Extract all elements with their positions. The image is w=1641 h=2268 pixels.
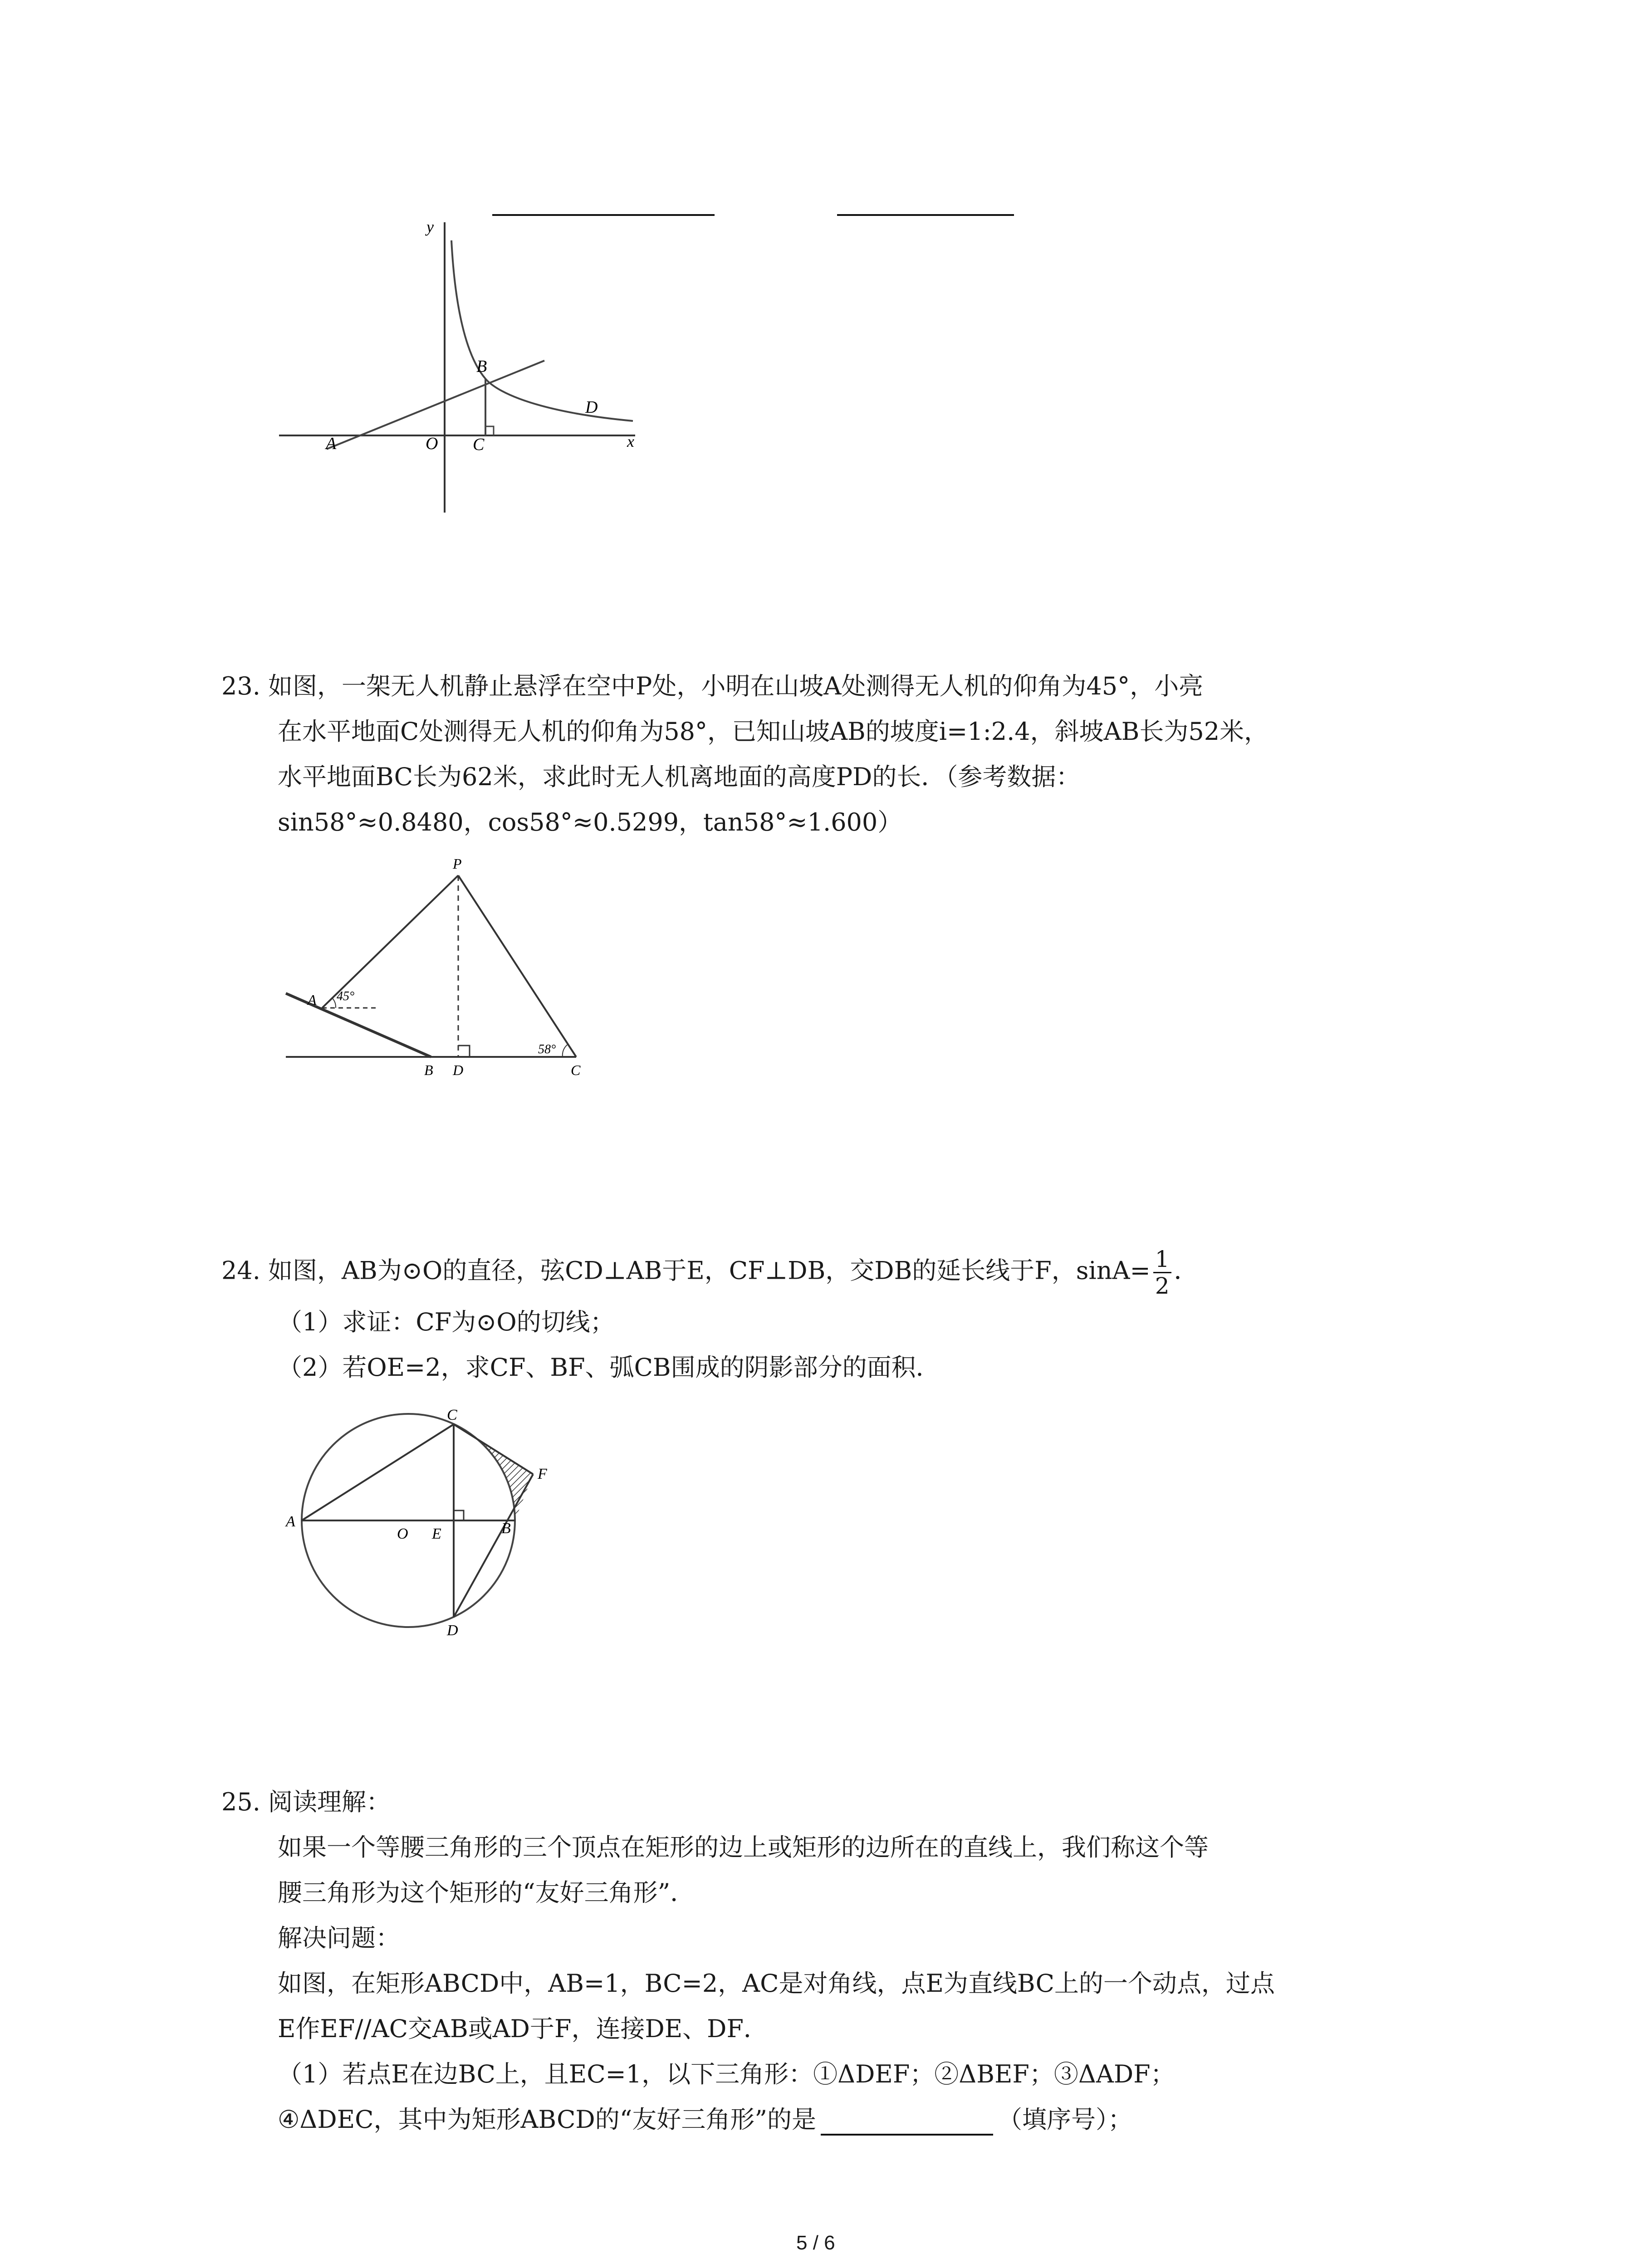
label-c: C — [571, 1062, 581, 1078]
q24-line-1-end: ． — [1174, 1256, 1199, 1285]
q25-line-3: 腰三角形为这个矩形的“友好三角形”． — [278, 1878, 695, 1907]
q25-line-5: 如图，在矩形ABCD中，AB=1，BC=2，AC是对角线，点E为直线BC上的一个动点，过点 — [278, 1969, 1275, 1998]
q23-line-3: 水平地面BC长为62米，求此时无人机离地面的高度PD的长．（参考数据： — [278, 763, 1081, 791]
label-y: y — [426, 218, 434, 236]
fraction-denominator: 2 — [1155, 1273, 1170, 1299]
label-x: x — [627, 432, 634, 450]
q25-line-8-prefix: ④ΔDEC，其中为矩形ABCD的“友好三角形”的是 — [278, 2105, 816, 2134]
label-c: C — [447, 1407, 457, 1423]
q25-line-6: E作EF//AC交AB或AD于F，连接DE、DF． — [278, 2014, 768, 2043]
angle-arc-c — [563, 1044, 568, 1057]
label-b: B — [501, 1520, 511, 1537]
q23-line-2: 在水平地面C处测得无人机的仰角为58°，已知山坡AB的坡度i=1:2.4，斜坡AB长为52米， — [278, 717, 1269, 746]
right-angle-mark — [485, 426, 494, 435]
label-a: A — [326, 434, 337, 453]
answer-blank-2[interactable] — [837, 214, 1014, 216]
q24-line-1-text: 24. 如图，AB为⊙O的直径，弦CD⊥AB于E，CF⊥DB，交DB的延长线于F，sinA= — [221, 1256, 1151, 1285]
label-b: B — [476, 357, 487, 376]
label-c: C — [473, 435, 485, 454]
q25-line-1: 25. 阅读理解： — [221, 1788, 391, 1816]
right-angle-mark-e — [454, 1510, 464, 1520]
fraction-numerator: 1 — [1153, 1246, 1171, 1273]
label-d: D — [447, 1622, 458, 1639]
label-e: E — [432, 1525, 441, 1542]
label-o: O — [397, 1525, 408, 1542]
line-pc — [458, 875, 576, 1057]
label-p: P — [453, 855, 462, 872]
figure-q24-circle — [272, 1397, 599, 1642]
q25-line-8 — [278, 2104, 1132, 2136]
q24-line-1 — [221, 1246, 1199, 1299]
label-b: B — [424, 1062, 433, 1078]
q23-line-1: 23. 如图，一架无人机静止悬浮在空中P处，小明在山坡A处测得无人机的仰角为45°，小亮 — [221, 672, 1204, 700]
line-ap — [322, 875, 458, 1008]
figure-q23-drone — [272, 848, 590, 1084]
fraction-one-half — [1153, 1246, 1171, 1299]
q23-line-4: sin58°≈0.8480，cos58°≈0.5299，tan58°≈1.600） — [278, 808, 902, 836]
q25-line-4: 解决问题： — [278, 1924, 400, 1952]
q24-line-2: （1）求证：CF为⊙O的切线； — [278, 1308, 615, 1336]
answer-blank-q25[interactable] — [821, 2109, 993, 2136]
label-d: D — [453, 1062, 464, 1078]
right-angle-mark-d — [458, 1046, 470, 1057]
shaded-region — [454, 1424, 533, 1520]
label-d: D — [585, 398, 598, 417]
q24-line-3: （2）若OE=2，求CF、BF、弧CB围成的阴影部分的面积． — [278, 1353, 941, 1382]
page-number: 5 / 6 — [796, 2232, 835, 2254]
segment-ac — [302, 1424, 454, 1520]
angle-arc-a — [332, 998, 336, 1008]
q25-line-7: （1）若点E在边BC上，且EC=1，以下三角形：①ΔDEF；②ΔBEF；③ΔADF； — [278, 2060, 1175, 2088]
figure-q22-coordinate-plane — [272, 213, 671, 517]
label-a: A — [286, 1513, 295, 1530]
q25-line-2: 如果一个等腰三角形的三个顶点在矩形的边上或矩形的边所在的直线上，我们称这个等 — [278, 1833, 1209, 1862]
label-o: O — [426, 434, 438, 453]
angle-label-58: 58° — [538, 1042, 556, 1056]
hyperbola-curve — [451, 240, 633, 421]
label-f: F — [538, 1466, 547, 1482]
q25-line-8-suffix: （填序号）； — [997, 2105, 1132, 2134]
angle-label-45: 45° — [337, 989, 355, 1003]
label-a: A — [308, 992, 317, 1008]
